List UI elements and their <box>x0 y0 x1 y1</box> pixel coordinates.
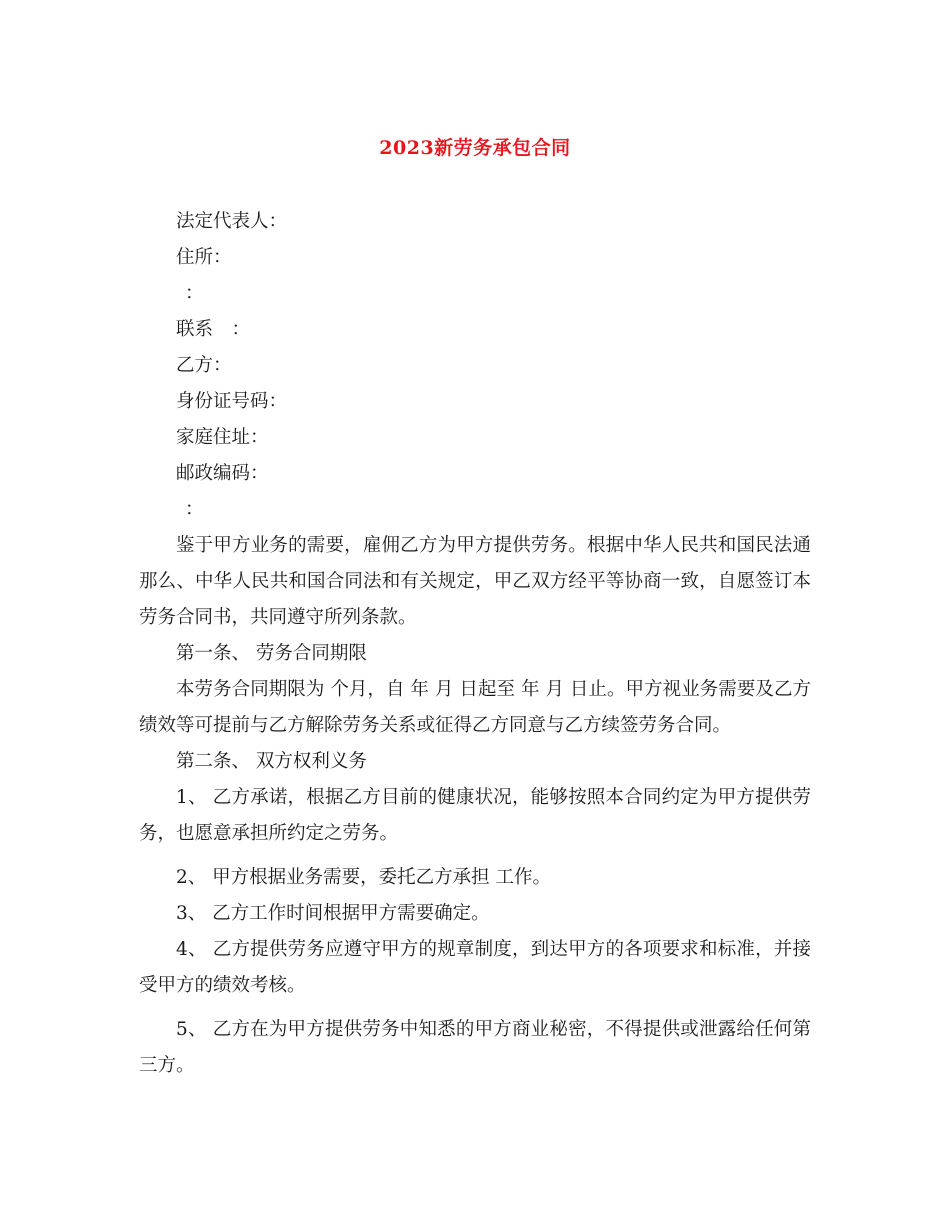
article-1-heading: 第一条、 劳务合同期限 <box>176 643 367 664</box>
contact-field: 联系 ： <box>176 319 251 340</box>
article-2-item-5: 5、 乙方在为甲方提供劳务中知悉的甲方商业秘密，不得提供或泄露给任何第三方。 <box>139 1019 811 1076</box>
legal-representative-field: 法定代表人： <box>176 211 288 232</box>
address-field: 住所： <box>176 247 232 268</box>
postal-code-field: 邮政编码： <box>176 463 269 484</box>
document-title: 2023新劳务承包合同 <box>379 137 571 159</box>
article-2-item-4: 4、 乙方提供劳务应遵守甲方的规章制度，到达甲方的各项要求和标准，并接受甲方的绩效考核。 <box>139 939 811 996</box>
id-number-field: 身份证号码： <box>176 391 288 412</box>
blank-colon-field-1: ： <box>185 283 204 304</box>
preamble-paragraph: 鉴于甲方业务的需要，雇佣乙方为甲方提供劳务。根据中华人民共和国民法通那么、中华人民共和国合同法和有关规定，甲乙双方经平等协商一致，自愿签订本劳务合同书，共同遵守所列条款。 <box>139 535 811 628</box>
article-2-item-1: 1、 乙方承诺，根据乙方目前的健康状况，能够按照本合同约定为甲方提供劳务，也愿意承担所约定之劳务。 <box>139 787 811 844</box>
party-b-field: 乙方： <box>176 355 232 376</box>
article-2-item-2: 2、 甲方根据业务需要，委托乙方承担 工作。 <box>176 867 552 888</box>
article-2-heading: 第二条、 双方权利义务 <box>176 751 367 772</box>
blank-colon-field-2: ： <box>185 499 204 520</box>
article-1-body: 本劳务合同期限为 个月，自 年 月 日起至 年 月 日止。甲方视业务需要及乙方绩效等可提前与乙方解除劳务关系或征得乙方同意与乙方续签劳务合同。 <box>139 679 811 736</box>
article-2-item-3: 3、 乙方工作时间根据甲方需要确定。 <box>176 903 490 924</box>
home-address-field: 家庭住址： <box>176 427 269 448</box>
